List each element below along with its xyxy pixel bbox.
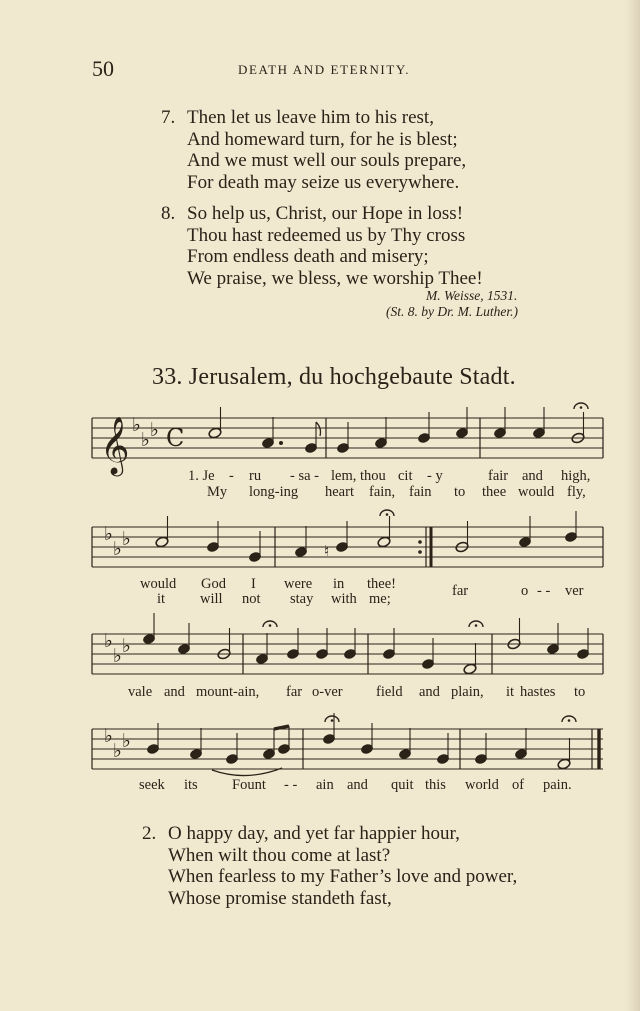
verse-line: And we must well our souls prepare, xyxy=(187,150,467,171)
verse-line: O happy day, and yet far happier hour, xyxy=(168,823,460,844)
svg-text:♭: ♭ xyxy=(113,645,122,667)
svg-text:♭: ♭ xyxy=(104,630,113,652)
lyric-syllable: heart xyxy=(325,484,354,500)
verse-line: When wilt thou come at last? xyxy=(168,844,391,866)
lyric-syllable: of xyxy=(512,777,525,793)
lyric-syllable: Fount xyxy=(232,777,266,793)
quarter-note xyxy=(374,417,387,449)
lyric-syllable: quit xyxy=(391,777,414,793)
stanza-number: 8. xyxy=(161,203,176,224)
hymn-title: 33. Jerusalem, du hochgebaute Stadt. xyxy=(152,364,516,390)
verse-line: So help us, Christ, our Hope in loss! xyxy=(187,203,464,224)
lyric-syllable: - xyxy=(229,468,234,484)
quarter-note xyxy=(177,623,190,655)
stanza-number: 7. xyxy=(161,107,176,128)
lyric-syllable: it xyxy=(157,591,166,607)
lyric-syllable: thee! xyxy=(367,576,396,592)
verse-line: When fearless to my Father’s love and power, xyxy=(168,866,518,887)
natural-sign: ♮ xyxy=(324,542,330,560)
translator-note: (St. 8. by Dr. M. Luther.) xyxy=(386,304,518,319)
quarter-note xyxy=(546,623,559,655)
lyric-syllable: to xyxy=(454,484,466,500)
svg-text:♭: ♭ xyxy=(104,725,113,747)
lyric-syllable: it xyxy=(506,684,515,700)
lyric-syllable: and xyxy=(522,468,543,484)
lyric-syllable: mount-ain, xyxy=(196,684,260,700)
quarter-note xyxy=(294,526,307,558)
quarter-note xyxy=(255,633,268,665)
lyric-syllable: and xyxy=(347,777,368,793)
dotted-quarter-note xyxy=(261,417,282,449)
lyric-syllable: will xyxy=(200,591,223,607)
lyric-syllable: - y xyxy=(427,468,443,484)
verse-line: We praise, we bless, we worship Thee! xyxy=(187,267,483,289)
lyric-syllable: o-ver xyxy=(312,684,343,700)
lyric-syllable: 1. Je xyxy=(188,468,215,484)
lyric-syllable: this xyxy=(425,777,446,793)
lyric-syllable: stay xyxy=(290,591,314,607)
fermata-icon xyxy=(469,621,483,627)
lyric-syllable: world xyxy=(465,777,499,793)
lyric-syllable: high, xyxy=(561,468,591,484)
lyric-syllable: lem, thou xyxy=(331,468,386,484)
half-note xyxy=(208,407,222,439)
staff-system-1 xyxy=(92,403,603,477)
key-signature xyxy=(104,523,131,560)
lyric-syllable: ain xyxy=(316,777,334,793)
lyric-syllable: plain, xyxy=(451,684,484,700)
lyric-syllable: its xyxy=(184,777,198,793)
lyric-syllable: vale xyxy=(128,684,153,700)
lyric-syllable: seek xyxy=(139,777,165,793)
lyric-syllable: long-ing xyxy=(249,484,299,500)
hymn-stanza-2 xyxy=(142,823,518,909)
lyric-syllable: pain. xyxy=(543,777,572,793)
lyric-syllable: ru xyxy=(249,468,262,484)
quarter-note xyxy=(398,728,411,760)
verse-line: Then let us leave him to his rest, xyxy=(187,107,434,128)
half-note xyxy=(463,643,477,675)
quarter-note xyxy=(514,728,527,760)
half-note xyxy=(377,516,391,548)
common-time-icon: C xyxy=(166,424,185,452)
notes xyxy=(146,713,571,776)
svg-text:♭: ♭ xyxy=(122,528,131,550)
lyric-syllable: fain, xyxy=(369,484,396,500)
fermata-icon xyxy=(562,716,576,722)
lyric-syllable: in xyxy=(333,576,345,592)
fermata-icon xyxy=(380,510,394,516)
lyric-syllable: were xyxy=(284,576,313,592)
lyric-syllable: - - xyxy=(284,777,298,793)
svg-text:♭: ♭ xyxy=(113,740,122,762)
quarter-note xyxy=(532,407,545,439)
notes xyxy=(208,407,585,454)
lyric-syllable: fair xyxy=(488,468,509,484)
lyric-syllable: with xyxy=(331,591,357,607)
lyric-syllable: hastes xyxy=(520,684,556,700)
half-note xyxy=(155,516,169,548)
lyric-syllable: fain xyxy=(409,484,432,500)
verse-line: From endless death and misery; xyxy=(187,246,429,267)
lyric-syllable: fly, xyxy=(567,484,586,500)
repeat-dot xyxy=(418,550,422,554)
running-head: DEATH AND ETERNITY. xyxy=(238,62,411,77)
lyric-syllable: thee xyxy=(482,484,507,500)
svg-text:♭: ♭ xyxy=(113,538,122,560)
verse-line: For death may seize us everywhere. xyxy=(187,171,460,193)
svg-text:♭: ♭ xyxy=(132,414,141,436)
svg-text:♭: ♭ xyxy=(104,523,113,545)
svg-text:♭: ♭ xyxy=(122,635,131,657)
svg-text:♭: ♭ xyxy=(150,419,159,441)
svg-text:♭: ♭ xyxy=(122,730,131,752)
half-note xyxy=(557,738,571,770)
lyric-syllable: would xyxy=(140,576,177,592)
quarter-note xyxy=(142,613,155,645)
lyric-syllable: My xyxy=(207,484,228,500)
quarter-note xyxy=(189,728,202,760)
lyric-syllable: - sa - xyxy=(290,468,319,484)
repeat-dot xyxy=(418,540,422,544)
lyric-syllable: would xyxy=(518,484,555,500)
key-signature xyxy=(104,630,131,667)
quarter-note xyxy=(455,407,468,439)
staff-system-2 xyxy=(92,510,603,567)
lyric-syllable: to xyxy=(574,684,586,700)
lyric-syllable: not xyxy=(242,591,261,607)
lyric-syllable: me; xyxy=(369,591,391,607)
beamed-eighth-notes xyxy=(262,726,290,760)
quarter-note xyxy=(518,516,531,548)
key-signature xyxy=(132,414,159,451)
stanza-number: 2. xyxy=(142,823,157,844)
author-attribution: M. Weisse, 1531. xyxy=(426,288,518,303)
fermata-icon xyxy=(325,716,339,722)
lyric-syllable: ver xyxy=(565,583,584,599)
treble-clef-icon: 𝄞 xyxy=(100,416,130,474)
svg-text:♭: ♭ xyxy=(141,429,150,451)
verse-line: Thou hast redeemed us by Thy cross xyxy=(187,224,466,246)
lyric-syllable: I xyxy=(251,576,256,592)
verse-line: Whose promise standeth fast, xyxy=(168,887,392,909)
quarter-note xyxy=(493,407,506,439)
lyric-syllable: God xyxy=(201,576,226,592)
verse-line: And homeward turn, for he is blest; xyxy=(187,128,458,150)
key-signature xyxy=(104,725,131,762)
lyric-syllable: field xyxy=(376,684,403,700)
lyric-syllable: - - xyxy=(537,583,551,599)
staff-system-3 xyxy=(92,613,603,675)
staff-system-4 xyxy=(92,713,603,776)
lyric-syllable: far xyxy=(286,684,303,700)
page-number: 50 xyxy=(92,56,114,81)
lyric-syllable: cit xyxy=(398,468,413,484)
fermata-icon xyxy=(263,621,277,627)
lyric-syllable: and xyxy=(419,684,440,700)
fermata-icon xyxy=(574,403,588,409)
lyric-syllable: and xyxy=(164,684,185,700)
lyric-syllable: far xyxy=(452,583,469,599)
lyric-syllable: o xyxy=(521,583,529,599)
